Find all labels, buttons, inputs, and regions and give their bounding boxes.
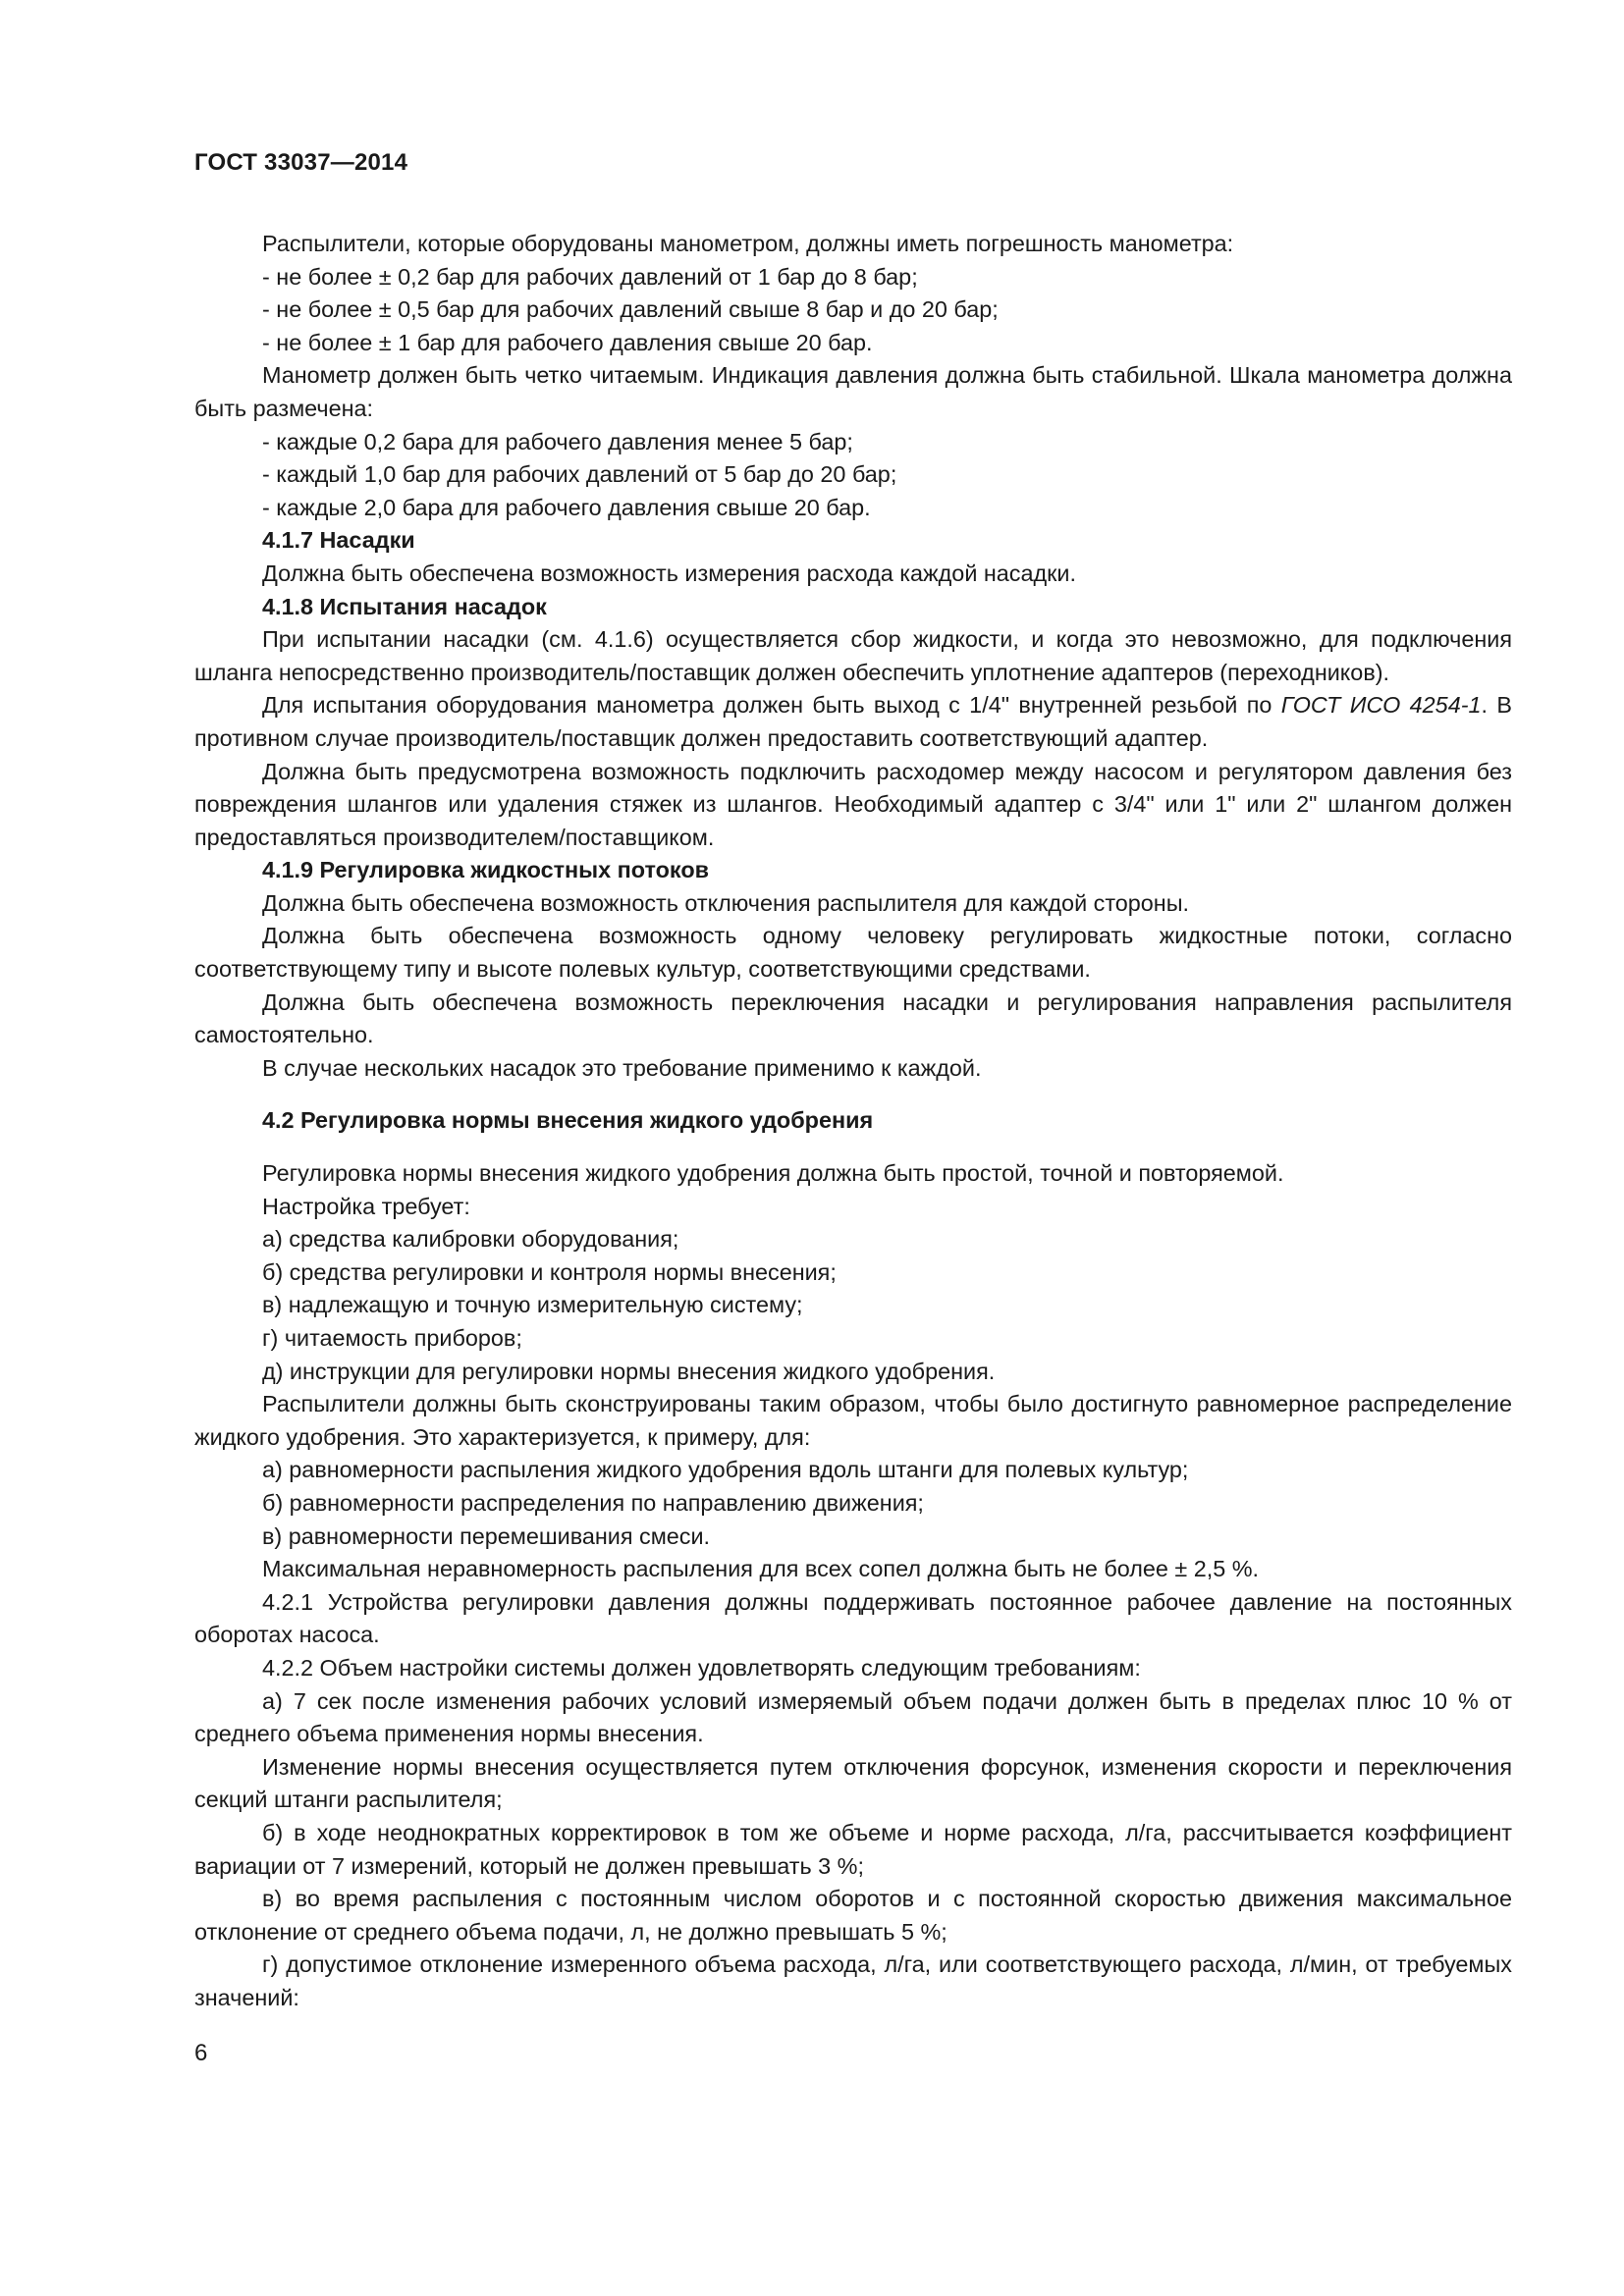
paragraph: Настройка требует: [262, 1193, 470, 1219]
paragraph: Должна быть обеспечена возможность переключения насадки и регулирования направления распылителя самостоятельно. [194, 988, 1512, 1048]
section-heading-4-2: 4.2 Регулировка нормы внесения жидкого удобрения [262, 1107, 874, 1134]
list-item: г) читаемость приборов; [262, 1325, 522, 1351]
list-item: г) допустимое отклонение измеренного объема расхода, л/га, или соответствующего расхода, л/мин, от требуемых значений: [194, 1951, 1512, 2010]
document-header: ГОСТ 33037—2014 [194, 149, 408, 176]
paragraph-text: . В противном случае производитель/поставщик должен предоставить соответствующий адаптер. [194, 692, 1512, 751]
paragraph: Распылители, которые оборудованы манометром, должны иметь погрешность манометра: [262, 231, 1234, 256]
list-item: - не более ± 0,5 бар для рабочих давлений свыше 8 бар и до 20 бар; [262, 296, 999, 323]
list-item: в) равномерности перемешивания смеси. [262, 1522, 711, 1549]
section-heading-4-1-9: 4.1.9 Регулировка жидкостных потоков [262, 857, 709, 883]
paragraph-text: Для испытания оборудования манометра должен быть выход с 1/4" внутренней резьбой по [262, 692, 1281, 719]
section-heading-4-1-7: 4.1.7 Насадки [262, 527, 415, 554]
list-item: д) инструкции для регулировки нормы внесения жидкого удобрения. [262, 1358, 996, 1384]
paragraph: Должна быть предусмотрена возможность подключить расходомер между насосом и регулятором давления без повреждения шлангов или удаления стяжек из шлангов. Необходимый адаптер с 3/4" или 1" или 2" шлангом должен предоставляться производителем/поставщиком. [194, 758, 1512, 850]
paragraph: Должна быть обеспечена возможность одному человеку регулировать жидкостные потоки, согласно соответствующему типу и высоте полевых культур, соответствующими средствами. [194, 923, 1512, 983]
list-item: а) средства калибровки оборудования; [262, 1226, 679, 1253]
list-item: а) равномерности распыления жидкого удобрения вдоль штанги для полевых культур; [262, 1457, 1189, 1483]
paragraph: При испытании насадки (см. 4.1.6) осуществляется сбор жидкости, и когда это невозможно, для подключения шланга непосредственно производитель/поставщик должен обеспечить уплотнение адаптеров (переходников). [194, 626, 1512, 685]
list-item: - не более ± 1 бар для рабочего давления свыше 20 бар. [262, 329, 873, 355]
paragraph: 4.2.2 Объем настройки системы должен удовлетворять следующим требованиям: [262, 1654, 1141, 1681]
paragraph: В случае нескольких насадок это требование применимо к каждой. [262, 1054, 982, 1081]
paragraph: Манометр должен быть четко читаемым. Индикация давления должна быть стабильной. Шкала манометра должна быть размечена: [194, 362, 1512, 421]
page-number: 6 [194, 2040, 208, 2066]
paragraph: Должна быть обеспечена возможность отключения распылителя для каждой стороны. [262, 889, 1190, 916]
list-item: б) в ходе неоднократных корректировок в том же объеме и норме расхода, л/га, рассчитывается коэффициент вариации от 7 измерений, который не должен превышать 3 %; [194, 1819, 1512, 1879]
paragraph [194, 689, 1512, 755]
paragraph: Максимальная неравномерность распыления для всех сопел должна быть не более ± 2,5 %. [262, 1556, 1260, 1582]
list-item: - каждый 1,0 бар для рабочих давлений от 5 бар до 20 бар; [262, 461, 897, 488]
list-item: б) равномерности распределения по направлению движения; [262, 1489, 924, 1516]
document-body [194, 228, 1512, 2014]
list-item: - каждые 2,0 бара для рабочего давления свыше 20 бар. [262, 494, 871, 520]
paragraph: Регулировка нормы внесения жидкого удобрения должна быть простой, точной и повторяемой. [262, 1160, 1284, 1187]
list-item: а) 7 сек после изменения рабочих условий измеряемый объем подачи должен быть в пределах плюс 10 % от среднего объема применения нормы внесения. [194, 1687, 1512, 1747]
paragraph: Распылители должны быть сконструированы таким образом, чтобы было достигнуто равномерное распределение жидкого удобрения. Это характеризуется, к примеру, для: [194, 1391, 1512, 1450]
paragraph: 4.2.1 Устройства регулировки давления должны поддерживать постоянное рабочее давление на постоянных оборотах насоса. [194, 1588, 1512, 1648]
list-item: б) средства регулировки и контроля нормы внесения; [262, 1258, 837, 1285]
section-heading-4-1-8: 4.1.8 Испытания насадок [262, 593, 547, 619]
list-item: в) надлежащую и точную измерительную систему; [262, 1292, 803, 1318]
standard-reference: ГОСТ ИСО 4254-1 [1280, 692, 1482, 719]
paragraph: Должна быть обеспечена возможность измерения расхода каждой насадки. [262, 560, 1076, 586]
list-item: - каждые 0,2 бара для рабочего давления менее 5 бар; [262, 428, 853, 454]
list-item: - не более ± 0,2 бар для рабочих давлений от 1 бар до 8 бар; [262, 263, 918, 290]
paragraph: Изменение нормы внесения осуществляется путем отключения форсунок, изменения скорости и переключения секций штанги распылителя; [194, 1753, 1512, 1813]
list-item: в) во время распыления с постоянным числом оборотов и с постоянной скоростью движения максимальное отклонение от среднего объема подачи, л, не должно превышать 5 %; [194, 1886, 1512, 1945]
